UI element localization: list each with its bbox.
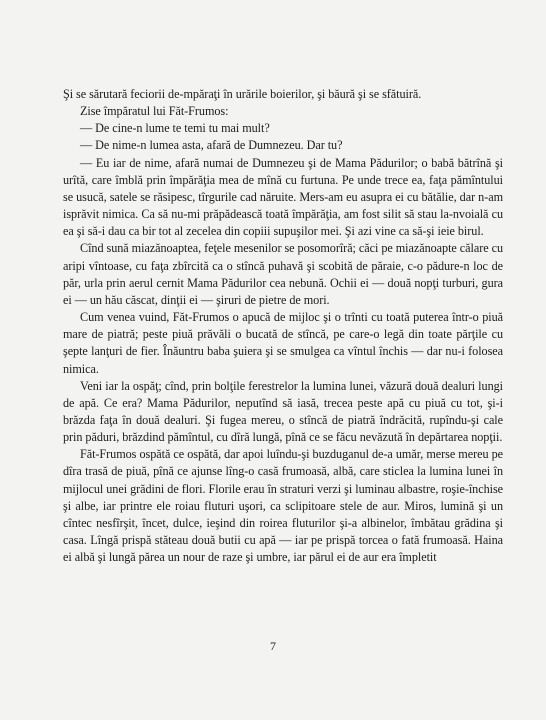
paragraph: Cum venea vuind, Făt-Frumos o apucă de mijloc şi o trînti cu toată puterea într-o piuă mare de piatră; peste piuă prăvăli o bucată de stîncă, pe care-o legă din toate părţile cu şepte lanţuri de fier. Înăuntru baba şuiera şi se smulgea ca vîntul închis — dar nu-i folosea nimica. — [63, 310, 503, 376]
paragraph: Zise împăratul lui Făt-Frumos: — [80, 104, 229, 119]
page-number: 7 — [270, 639, 276, 653]
body-text — [63, 86, 503, 566]
paragraph: Făt-Frumos ospătă ce ospătă, dar apoi luîndu-şi buzduganul de-a umăr, merse mereu pe dîra trasă de piuă, pînă ce ajunse lîng-o casă frumoasă, albă, care sticlea la lumina lunei în mijlocul unei grădini de flori. Florile erau în straturi verzi şi luminau albastre, roşie-închise şi albe, iar printre ele roiau fluturi uşori, ca sclipitoare stele de aur. Miros, lumină şi un cîntec nesfîrşit, încet, dulce, ieşind din roirea fluturilor şi-a albinelor, îmbătau grădina şi casa. Lîngă prispă stăteau două butii cu apă — iar pe prispă torcea o fată frumoasă. Haina ei albă şi lungă părea un nour de raze şi umbre, iar părul ei de aur era împletit — [63, 447, 503, 565]
paragraph: Şi se sărutară feciorii de-mpăraţi în urările boierilor, şi băură şi se sfătuiră. — [63, 87, 422, 101]
paragraph: Cînd sună miazănoaptea, feţele mesenilor se posomorîră; căci pe miazănoapte călare cu aripi vîntoase, cu faţa zbîrcită ca o stîncă puhavă şi scobită de păraie, c-o pădure-n loc de păr, urla prin aerul cernit Mama Pădurilor cea nebună. Ochii ei — două nopţi turburi, gura ei — un hău căscat, dinţii ei — şiruri de pietre de mori. — [63, 241, 503, 307]
dialogue-line: — De nime-n lumea asta, afară de Dumnezeu. Dar tu? — [80, 138, 343, 153]
dialogue-line: — Eu iar de nime, afară numai de Dumnezeu şi de Mama Pădurilor; o babă bătrînă şi urîtă, care îmblă prin împărăţia mea de mînă cu furtuna. Pe unde trece ea, faţa pămîntului se usucă, satele se răsipesc, tîrgurile cad năruite. Mers-am eu asupra ei cu bătălie, dar n-am isprăvit nimica. Ca să nu-mi prăpădească toată împărăţia, am fost silit să stau la-nvoială cu ea şi să-i dau ca bir tot al zecelea din copiii supuşilor mei. Şi azi vine ca să-şi ieie birul. — [63, 155, 503, 239]
dialogue-line: — De cine-n lume te temi tu mai mult? — [80, 121, 270, 136]
paragraph: Veni iar la ospăţ; cînd, prin bolţile ferestrelor la lumina lunei, văzură două dealuri lungi de apă. Ce era? Mama Pădurilor, neputînd să iasă, trecea peste apă cu piuă cu tot, şi-i brăzda faţa în două dealuri. Şi fugea mereu, o stîncă de piatră îndrăcită, rupîndu-şi cale prin păduri, brăzdind pămîntul, cu dîră lungă, pînă ce se făcu nevăzută în depărtarea nopţii. — [63, 378, 503, 445]
